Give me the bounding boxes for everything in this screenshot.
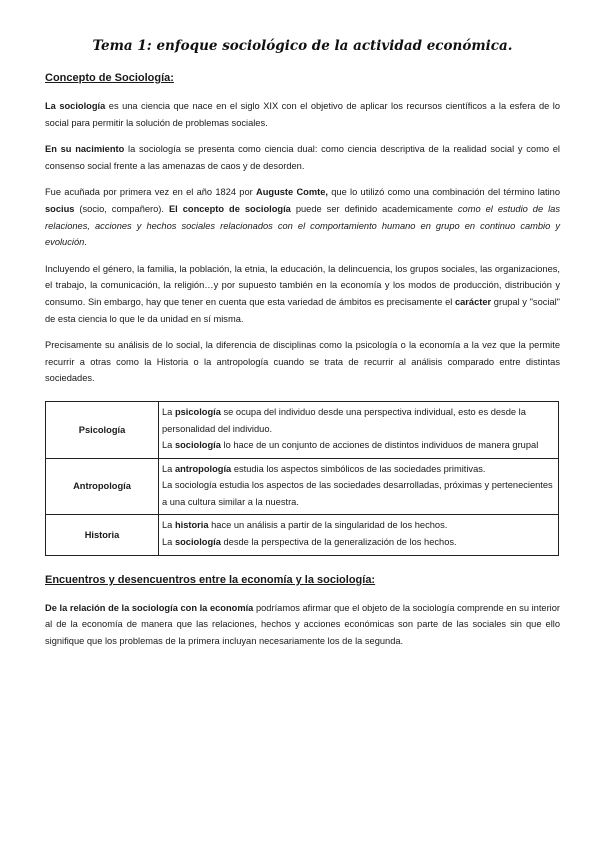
cell-text: estudia los aspectos simbólicos de las sociedades primitivas. xyxy=(231,463,486,474)
description-line xyxy=(162,477,554,510)
bold-term: El concepto de sociología xyxy=(168,203,291,214)
bold-term: antropología xyxy=(174,463,232,474)
cell-text: La xyxy=(162,440,175,451)
bold-term: sociología xyxy=(174,440,221,451)
bold-term: psicología xyxy=(174,406,221,417)
paragraph-text: podríamos afirmar que el objeto de la sociología comprende en su interior al de la economía de manera que las relaciones, hechos y acciones económicas son parte de las sociales sin que ello signifique que los problemas de la primera incluyan necesariamente los de la segunda. xyxy=(45,602,561,646)
cell-text: La xyxy=(162,406,175,417)
description-line xyxy=(162,461,554,478)
cell-text: desde la perspectiva de la generalización de los hechos. xyxy=(220,537,457,548)
table-row xyxy=(46,401,559,458)
document-title: Tema 1: enfoque sociológico de la actividad económica. xyxy=(92,38,513,54)
bold-term: En su nacimiento xyxy=(45,144,125,155)
description-line xyxy=(162,534,554,551)
cell-text: La xyxy=(162,537,175,548)
row-description xyxy=(159,458,559,515)
row-label-historia: Historia xyxy=(46,515,159,555)
comparison-table xyxy=(45,401,559,556)
description-line xyxy=(162,437,554,454)
cell-text: La sociología estudia los aspectos de las sociedades desarrolladas, próximas y pertenecientes a una cultura similar a la nuestra. xyxy=(162,480,553,507)
cell-text: se ocupa del individuo desde una perspectiva individual, esto es desde la personalidad del individuo. xyxy=(162,406,526,434)
description-line xyxy=(162,404,554,437)
italic-definition: como el estudio de las relaciones, acciones y hechos sociales relacionados con el comportamiento humano en grupo en continuo cambio y evolución xyxy=(45,203,561,248)
cell-text: lo hace de un conjunto de acciones de distintos individuos de manera grupal xyxy=(220,440,539,451)
paragraph-text: es una ciencia que nace en el siglo XIX con el objetivo de aplicar los recursos científicos a la esfera de lo social para permitir la solución de problemas sociales. xyxy=(45,101,560,128)
cell-text: hace un análisis a partir de la singularidad de los hechos. xyxy=(208,520,448,531)
row-label-psicologia: Psicología xyxy=(46,401,159,458)
bold-term: carácter xyxy=(454,296,492,307)
bold-term: La sociología xyxy=(45,101,106,111)
row-label-antropologia: Antropología xyxy=(46,458,159,515)
table-row xyxy=(46,458,559,515)
paragraph-definition xyxy=(45,98,560,131)
section-heading-encuentros: Encuentros y desencuentros entre la economía y la sociología: xyxy=(45,573,376,586)
bold-term: historia xyxy=(174,520,209,531)
paragraph-text: que lo utilizó como una combinación del término latino xyxy=(327,187,560,198)
description-line xyxy=(162,517,554,534)
paragraph-relacion xyxy=(45,600,560,650)
row-description xyxy=(159,401,559,458)
paragraph-text: Precisamente su análisis de lo social, la diferencia de disciplinas como la psicología o la economía a la vez que la permite recurrir a otras como la Historia o la antropología cuando se trata de recurrir al análisis comparado entre distintas sociedades. xyxy=(45,340,560,384)
paragraph-text: (socio, compañero). xyxy=(74,203,169,214)
bold-term: De la relación de la sociología con la economía xyxy=(45,602,254,613)
document-page xyxy=(45,38,560,659)
row-description xyxy=(159,515,559,555)
bold-term: Auguste Comte, xyxy=(256,187,328,198)
paragraph-text: Incluyendo el género, la familia, la población, la etnia, la educación, la delincuencia, los grupos sociales, las organizaciones, el trabajo, la comunicación, la religión…y por supuesto también en la economía y los modos de producción, distribución y consumo. Sin embargo, hay que tener en cuenta que esta variedad de ámbitos es precisamente el xyxy=(45,263,560,307)
cell-text: La xyxy=(162,463,175,474)
bold-term: socius xyxy=(45,203,75,214)
paragraph-text: grupal y "social" de esta ciencia lo que le da unidad en sí misma. xyxy=(45,296,560,324)
paragraph-text: la sociología se presenta como ciencia dual: como ciencia descriptiva de la realidad social y como el consenso social frente a las amenazas de caos y de desorden. xyxy=(45,144,560,171)
cell-text: La xyxy=(162,520,175,531)
paragraph-ambitos xyxy=(45,261,560,327)
paragraph-text: puede ser definido academicamente xyxy=(290,203,458,214)
paragraph-nacimiento xyxy=(45,141,560,174)
paragraph-analisis xyxy=(45,337,560,387)
section-heading-concepto: Concepto de Sociología: xyxy=(45,72,174,84)
paragraph-text: Fue acuñada por primera vez en el año 1824 por xyxy=(45,187,257,198)
paragraph-comte xyxy=(45,184,560,250)
paragraph-text: . xyxy=(84,237,87,248)
bold-term: sociología xyxy=(174,537,221,548)
table-row xyxy=(46,515,559,555)
